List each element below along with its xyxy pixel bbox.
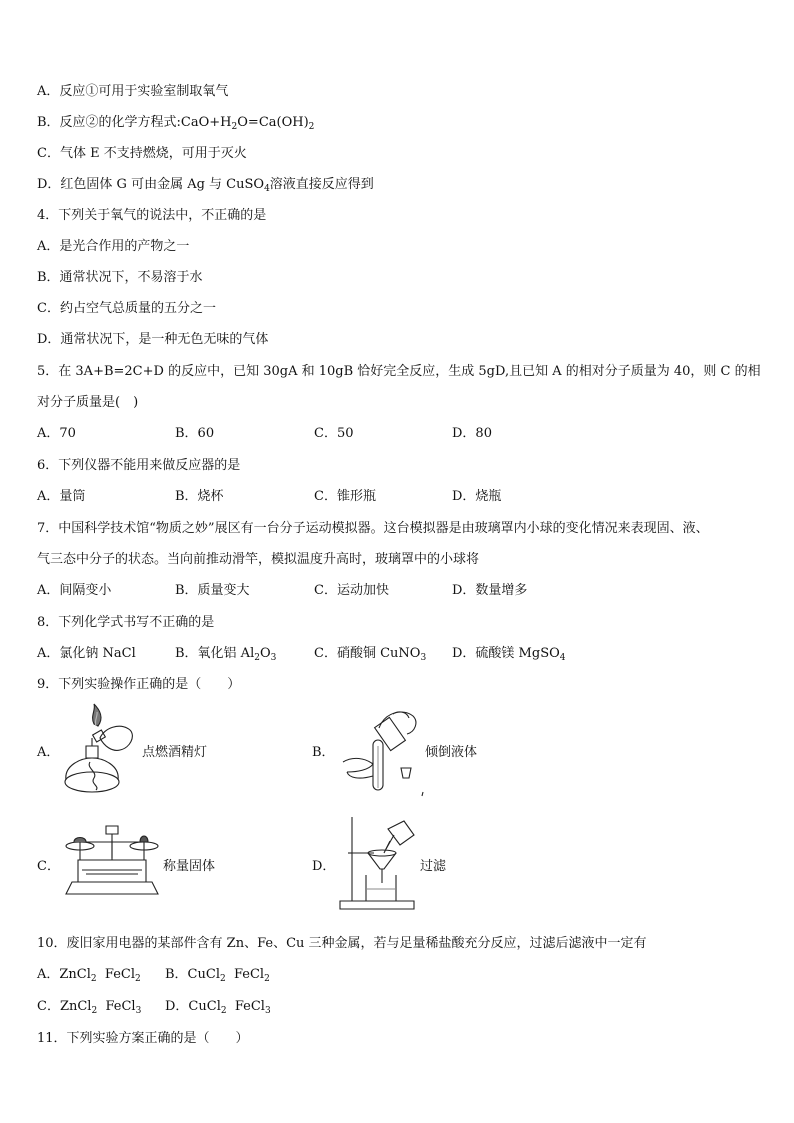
q9-option-a-letter: A． [37, 745, 60, 760]
q11-stem: 11．下列实验方案正确的是（ ） [37, 1031, 249, 1046]
q5-stem-line2: 对分子质量是( ) [37, 395, 139, 410]
q9-option-d-caption: 过滤 [420, 859, 447, 874]
q10-stem: 10．废旧家用电器的某部件含有 Zn、Fe、Cu 三种金属，若与足量稀盐酸充分反应，过滤后滤液中一定有 [37, 936, 647, 951]
q7-stem-line1: 7．中国科学技术馆“物质之妙”展区有一台分子运动模拟器。这台模拟器是由玻璃罩内小球的变化情况来表现固、液、 [37, 521, 709, 536]
q6-option-c: C．锥形瓶 [314, 489, 376, 504]
q4-option-a: A．是光合作用的产物之一 [37, 239, 190, 254]
q5-option-c: C．50 [314, 426, 354, 441]
q10-option-c: C．ZnCl$_2$ FeCl$_3$ [37, 999, 142, 1016]
q5-stem-line1: 5．在 3A+B=2C+D 的反应中，已知 30gA 和 10gB 恰好完全反应，生成 5gD,且已知 A 的相对分子质量为 40，则 C 的相 [37, 364, 761, 379]
q5-option-d: D．80 [452, 426, 492, 441]
q3-option-b: B．反应②的化学方程式$:CaO+H_2O=Ca(OH)_2$ [37, 115, 315, 132]
q8-option-c: C．硝酸铜 CuNO$_3$ [314, 646, 427, 663]
q7-option-c: C．运动加快 [314, 583, 389, 598]
q7-stem-line2: 气三态中分子的状态。当向前推动滑竿，模拟温度升高时，玻璃罩中的小球将 [37, 552, 480, 567]
q7-option-a: A．间隔变小 [37, 583, 112, 598]
q9-option-b-caption: 倾倒液体 [425, 745, 478, 760]
q9-stem: 9．下列实验操作正确的是（ ） [37, 677, 241, 692]
q3-option-a: A．反应①可用于实验室制取氧气 [37, 84, 229, 99]
pouring-liquid-figure [335, 706, 425, 802]
q9-option-c-letter: C． [37, 859, 60, 874]
q6-option-d: D．烧瓶 [452, 489, 502, 504]
q8-stem: 8．下列化学式书写不正确的是 [37, 615, 215, 630]
q4-stem: 4．下列关于氧气的说法中，不正确的是 [37, 208, 267, 223]
q5-option-a: A．70 [37, 426, 76, 441]
q8-option-a: A．氯化钠 NaCl [37, 646, 136, 661]
q4-option-c: C．约占空气总质量的五分之一 [37, 301, 216, 316]
q4-option-b: B．通常状况下，不易溶于水 [37, 270, 203, 285]
alcohol-lamp-lighting-figure [60, 702, 140, 797]
q9-option-d-letter: D． [312, 859, 336, 874]
q10-option-b: B．CuCl$_2$ FeCl$_2$ [165, 967, 270, 984]
q10-option-d: D．CuCl$_2$ FeCl$_3$ [165, 999, 271, 1016]
q9-option-b-letter: B． [312, 745, 335, 760]
q8-option-b: B．氧化铝 $Al_2O_3$ [175, 646, 277, 663]
q6-option-b: B．烧杯 [175, 489, 224, 504]
q10-option-a: A．ZnCl$_2$ FeCl$_2$ [37, 967, 141, 984]
q4-option-d: D．通常状况下，是一种无色无味的气体 [37, 332, 269, 347]
q3-option-d: D．红色固体 G 可由金属 Ag 与 CuSO$_4$溶液直接反应得到 [37, 177, 374, 194]
q7-option-b: B．质量变大 [175, 583, 250, 598]
filtration-figure [338, 813, 422, 913]
q8-option-d: D．硫酸镁 MgSO$_4$ [452, 646, 566, 663]
q9-option-a-caption: 点燃酒精灯 [142, 745, 208, 760]
q6-stem: 6．下列仪器不能用来做反应器的是 [37, 458, 241, 473]
q7-option-d: D．数量增多 [452, 583, 528, 598]
q9-option-c-caption: 称量固体 [163, 859, 216, 874]
q3-option-c: C．气体 E 不支持燃烧，可用于灭火 [37, 146, 247, 161]
q5-option-b: B．60 [175, 426, 215, 441]
q6-option-a: A．量筒 [37, 489, 86, 504]
balance-weighing-figure [62, 820, 162, 900]
